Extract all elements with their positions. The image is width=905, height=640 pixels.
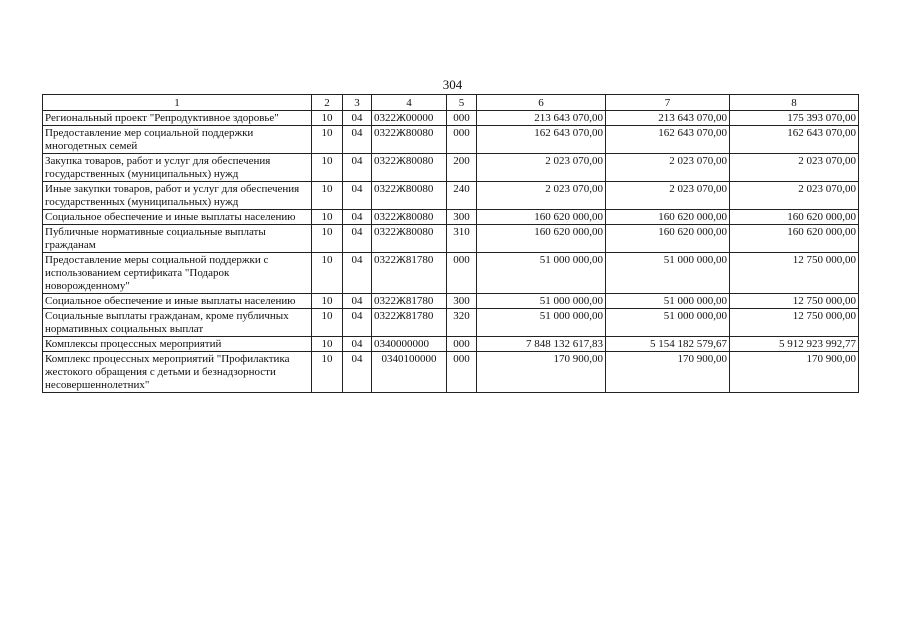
amount-col8: 160 620 000,00 <box>730 225 859 253</box>
amount-col8: 5 912 923 992,77 <box>730 337 859 352</box>
amount-col6: 51 000 000,00 <box>477 294 606 309</box>
target-item-code: 0322Ж00000 <box>372 111 447 126</box>
table-row <box>43 210 859 225</box>
item-name: Закупка товаров, работ и услуг для обеспечения государственных (муниципальных) нужд <box>43 154 312 182</box>
section-code: 10 <box>312 154 343 182</box>
budget-table <box>42 94 859 393</box>
item-name: Публичные нормативные социальные выплаты гражданам <box>43 225 312 253</box>
target-item-code: 0322Ж80080 <box>372 225 447 253</box>
table-row <box>43 225 859 253</box>
amount-col7: 160 620 000,00 <box>606 210 730 225</box>
table-row <box>43 337 859 352</box>
amount-col7: 160 620 000,00 <box>606 225 730 253</box>
amount-col6: 7 848 132 617,83 <box>477 337 606 352</box>
table-row <box>43 111 859 126</box>
amount-col6: 51 000 000,00 <box>477 253 606 294</box>
section-code: 10 <box>312 111 343 126</box>
section-code: 10 <box>312 294 343 309</box>
expense-type-code: 000 <box>447 337 477 352</box>
amount-col8: 162 643 070,00 <box>730 126 859 154</box>
amount-col8: 12 750 000,00 <box>730 253 859 294</box>
column-header: 2 <box>312 95 343 111</box>
section-code: 10 <box>312 210 343 225</box>
expense-type-code: 000 <box>447 352 477 393</box>
amount-col6: 2 023 070,00 <box>477 182 606 210</box>
subsection-code: 04 <box>343 182 372 210</box>
column-header: 6 <box>477 95 606 111</box>
amount-col8: 170 900,00 <box>730 352 859 393</box>
amount-col7: 51 000 000,00 <box>606 294 730 309</box>
amount-col6: 51 000 000,00 <box>477 309 606 337</box>
subsection-code: 04 <box>343 225 372 253</box>
subsection-code: 04 <box>343 309 372 337</box>
column-header: 8 <box>730 95 859 111</box>
target-item-code: 0322Ж81780 <box>372 253 447 294</box>
amount-col8: 12 750 000,00 <box>730 309 859 337</box>
amount-col8: 160 620 000,00 <box>730 210 859 225</box>
amount-col6: 160 620 000,00 <box>477 225 606 253</box>
column-header: 1 <box>43 95 312 111</box>
column-header: 7 <box>606 95 730 111</box>
target-item-code: 0322Ж80080 <box>372 126 447 154</box>
expense-type-code: 000 <box>447 126 477 154</box>
subsection-code: 04 <box>343 253 372 294</box>
amount-col8: 175 393 070,00 <box>730 111 859 126</box>
subsection-code: 04 <box>343 210 372 225</box>
amount-col8: 2 023 070,00 <box>730 182 859 210</box>
subsection-code: 04 <box>343 352 372 393</box>
expense-type-code: 240 <box>447 182 477 210</box>
column-header: 4 <box>372 95 447 111</box>
target-item-code: 0322Ж80080 <box>372 182 447 210</box>
subsection-code: 04 <box>343 111 372 126</box>
expense-type-code: 000 <box>447 253 477 294</box>
amount-col7: 2 023 070,00 <box>606 154 730 182</box>
target-item-code: 0322Ж80080 <box>372 210 447 225</box>
column-header: 3 <box>343 95 372 111</box>
amount-col7: 2 023 070,00 <box>606 182 730 210</box>
table-row <box>43 294 859 309</box>
amount-col6: 2 023 070,00 <box>477 154 606 182</box>
table-row <box>43 253 859 294</box>
section-code: 10 <box>312 309 343 337</box>
amount-col7: 51 000 000,00 <box>606 253 730 294</box>
amount-col7: 5 154 182 579,67 <box>606 337 730 352</box>
table-row <box>43 154 859 182</box>
table-row <box>43 352 859 393</box>
table-row <box>43 126 859 154</box>
item-name: Иные закупки товаров, работ и услуг для обеспечения государственных (муниципальных) нужд <box>43 182 312 210</box>
amount-col6: 160 620 000,00 <box>477 210 606 225</box>
section-code: 10 <box>312 225 343 253</box>
amount-col7: 51 000 000,00 <box>606 309 730 337</box>
amount-col7: 170 900,00 <box>606 352 730 393</box>
expense-type-code: 310 <box>447 225 477 253</box>
subsection-code: 04 <box>343 126 372 154</box>
target-item-code: 0322Ж81780 <box>372 294 447 309</box>
target-item-code: 0340100000 <box>372 352 447 393</box>
item-name: Предоставление мер социальной поддержки многодетных семей <box>43 126 312 154</box>
amount-col8: 2 023 070,00 <box>730 154 859 182</box>
section-code: 10 <box>312 352 343 393</box>
amount-col6: 162 643 070,00 <box>477 126 606 154</box>
table-row <box>43 182 859 210</box>
item-name: Социальное обеспечение и иные выплаты населению <box>43 210 312 225</box>
header-row <box>43 95 859 111</box>
page-number: 304 <box>442 77 463 92</box>
subsection-code: 04 <box>343 337 372 352</box>
item-name: Социальные выплаты гражданам, кроме публичных нормативных социальных выплат <box>43 309 312 337</box>
expense-type-code: 300 <box>447 210 477 225</box>
amount-col8: 12 750 000,00 <box>730 294 859 309</box>
amount-col7: 213 643 070,00 <box>606 111 730 126</box>
subsection-code: 04 <box>343 154 372 182</box>
section-code: 10 <box>312 182 343 210</box>
item-name: Комплексы процессных мероприятий <box>43 337 312 352</box>
section-code: 10 <box>312 337 343 352</box>
amount-col7: 162 643 070,00 <box>606 126 730 154</box>
table-row <box>43 309 859 337</box>
section-code: 10 <box>312 253 343 294</box>
expense-type-code: 200 <box>447 154 477 182</box>
subsection-code: 04 <box>343 294 372 309</box>
item-name: Предоставление меры социальной поддержки с использованием сертификата "Подарок новорожденному" <box>43 253 312 294</box>
target-item-code: 0322Ж80080 <box>372 154 447 182</box>
item-name: Комплекс процессных мероприятий "Профилактика жестокого обращения с детьми и безнадзорности несовершеннолетних" <box>43 352 312 393</box>
target-item-code: 0340000000 <box>372 337 447 352</box>
expense-type-code: 000 <box>447 111 477 126</box>
expense-type-code: 300 <box>447 294 477 309</box>
item-name: Социальное обеспечение и иные выплаты населению <box>43 294 312 309</box>
target-item-code: 0322Ж81780 <box>372 309 447 337</box>
section-code: 10 <box>312 126 343 154</box>
column-header: 5 <box>447 95 477 111</box>
item-name: Региональный проект "Репродуктивное здоровье" <box>43 111 312 126</box>
amount-col6: 213 643 070,00 <box>477 111 606 126</box>
expense-type-code: 320 <box>447 309 477 337</box>
amount-col6: 170 900,00 <box>477 352 606 393</box>
